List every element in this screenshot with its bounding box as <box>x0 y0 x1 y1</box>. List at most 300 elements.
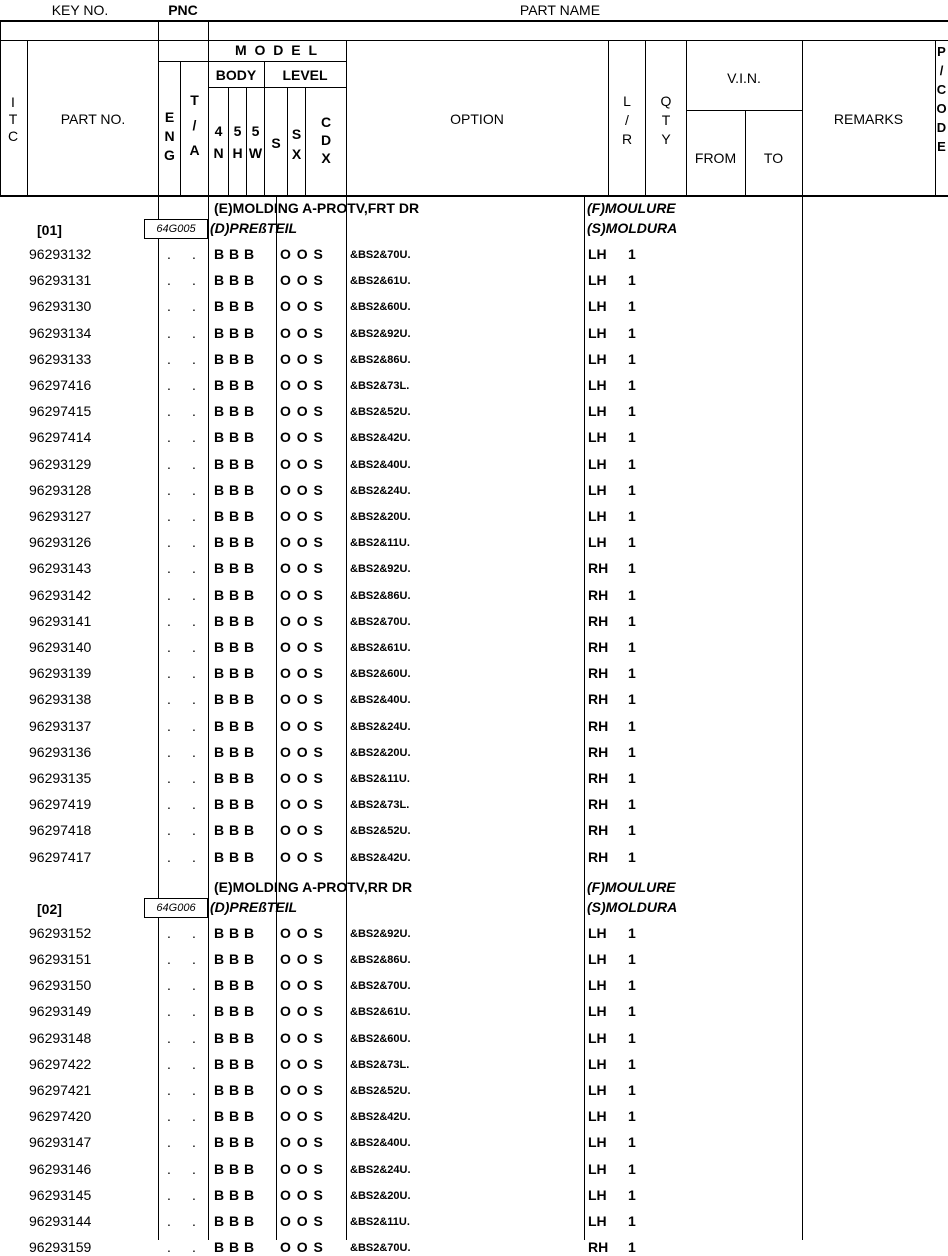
qty-value: 1 <box>628 403 636 419</box>
part-number: 96293132 <box>29 246 92 262</box>
qty-value: 1 <box>628 560 636 576</box>
part-name-english: (E)MOLDING A-PROTV,RR DR <box>214 878 413 895</box>
level-codes: O O S <box>280 246 324 262</box>
part-number: 96297419 <box>29 796 92 812</box>
lr-value: RH <box>588 1239 609 1255</box>
body-codes: B B B <box>214 246 255 262</box>
option-code: &BS2&42U. <box>350 852 411 864</box>
qty-char: T <box>661 112 671 128</box>
itc-header <box>4 94 22 145</box>
lr-value: LH <box>588 246 607 262</box>
ta-dot: . <box>192 613 196 629</box>
ta-dot: . <box>192 456 196 472</box>
level-codes: O O S <box>280 456 324 472</box>
eng-dot: . <box>167 1108 171 1124</box>
level-codes: O O S <box>280 796 324 812</box>
qty-value: 1 <box>628 691 636 707</box>
part-name-header: PART NAME <box>519 2 601 18</box>
ta-dot: . <box>192 560 196 576</box>
column-rule <box>158 197 159 1240</box>
vin-to-header: TO <box>763 150 784 166</box>
remarks-header: REMARKS <box>833 111 904 127</box>
qty-value: 1 <box>628 951 636 967</box>
eng-dot: . <box>167 325 171 341</box>
level-codes: O O S <box>280 1161 324 1177</box>
level-codes: O O S <box>280 587 324 603</box>
qty-value: 1 <box>628 482 636 498</box>
ta-dot: . <box>192 377 196 393</box>
lr-value: LH <box>588 1134 607 1150</box>
eng-dot: . <box>167 534 171 550</box>
level-codes: O O S <box>280 560 324 576</box>
option-code: &BS2&70U. <box>350 249 411 261</box>
part-name-spanish: (S)MOLDURA <box>587 220 678 236</box>
lr-value: LH <box>588 325 607 341</box>
lr-value: LH <box>588 1003 607 1019</box>
eng-dot: . <box>167 351 171 367</box>
lr-value: LH <box>588 1161 607 1177</box>
level-col-cdx <box>306 113 346 167</box>
lr-value: RH <box>588 560 609 576</box>
level-codes: O O S <box>280 272 324 288</box>
body-codes: B B B <box>214 613 255 629</box>
option-header: OPTION <box>450 111 504 127</box>
lr-value: LH <box>588 482 607 498</box>
ta-char: A <box>189 142 200 158</box>
part-number: 96297414 <box>29 429 92 445</box>
body-codes: B B B <box>214 1239 255 1255</box>
qty-value: 1 <box>628 1213 636 1229</box>
ta-dot: . <box>192 1213 196 1229</box>
ta-dot: . <box>192 1134 196 1150</box>
itc-char: I <box>11 94 15 110</box>
level-col-char: C <box>320 114 332 130</box>
part-number: 96293150 <box>29 977 92 993</box>
level-codes: O O S <box>280 377 324 393</box>
part-number: 96293130 <box>29 298 92 314</box>
level-codes: O O S <box>280 1187 324 1203</box>
lr-value: RH <box>588 613 609 629</box>
level-col-char: S <box>291 126 302 142</box>
itc-char: C <box>7 128 19 144</box>
model-header: M O D E L <box>234 42 320 58</box>
level-codes: O O S <box>280 665 324 681</box>
level-codes: O O S <box>280 1134 324 1150</box>
body-codes: B B B <box>214 1187 255 1203</box>
lr-value: RH <box>588 718 609 734</box>
ta-dot: . <box>192 744 196 760</box>
pcode-char: C <box>936 82 947 97</box>
part-name-english: (E)MOLDING A-PROTV,FRT DR <box>214 200 420 216</box>
lr-value: LH <box>588 1108 607 1124</box>
part-number: 96293129 <box>29 456 92 472</box>
part-number: 96293145 <box>29 1187 92 1203</box>
level-col-sx <box>288 124 305 164</box>
part-number: 96293139 <box>29 665 92 681</box>
rule <box>0 40 948 41</box>
qty-header <box>646 92 686 149</box>
option-code: &BS2&86U. <box>350 954 411 966</box>
qty-value: 1 <box>628 508 636 524</box>
body-col-char: 5 <box>233 123 242 139</box>
part-number: 96293143 <box>29 560 92 576</box>
option-code: &BS2&92U. <box>350 328 411 340</box>
part-number: 96293126 <box>29 534 92 550</box>
body-codes: B B B <box>214 429 255 445</box>
part-number: 96293135 <box>29 770 92 786</box>
level-codes: O O S <box>280 1003 324 1019</box>
body-codes: B B B <box>214 351 255 367</box>
level-codes: O O S <box>280 1213 324 1229</box>
qty-value: 1 <box>628 1082 636 1098</box>
body-codes: B B B <box>214 665 255 681</box>
ta-dot: . <box>192 770 196 786</box>
part-number: 96293133 <box>29 351 92 367</box>
lr-value: LH <box>588 456 607 472</box>
body-codes: B B B <box>214 534 255 550</box>
lr-value: LH <box>588 1082 607 1098</box>
lr-value: RH <box>588 691 609 707</box>
rule <box>0 20 948 22</box>
qty-value: 1 <box>628 1187 636 1203</box>
ta-dot: . <box>192 822 196 838</box>
lr-value: LH <box>588 925 607 941</box>
option-code: &BS2&61U. <box>350 1006 411 1018</box>
eng-dot: . <box>167 770 171 786</box>
part-number: 96293137 <box>29 718 92 734</box>
eng-char: N <box>164 128 175 144</box>
option-code: &BS2&92U. <box>350 928 411 940</box>
option-code: &BS2&60U. <box>350 1033 411 1045</box>
part-number: 96293159 <box>29 1239 92 1255</box>
part-number: 96293144 <box>29 1213 92 1229</box>
level-codes: O O S <box>280 403 324 419</box>
body-col-4n <box>209 120 228 164</box>
vin-from-header: FROM <box>694 150 737 166</box>
rule <box>0 20 1 197</box>
body-codes: B B B <box>214 718 255 734</box>
level-codes: O O S <box>280 951 324 967</box>
ta-dot: . <box>192 691 196 707</box>
eng-dot: . <box>167 1134 171 1150</box>
body-codes: B B B <box>214 925 255 941</box>
lr-value: RH <box>588 849 609 865</box>
level-codes: O O S <box>280 534 324 550</box>
level-codes: O O S <box>280 429 324 445</box>
eng-dot: . <box>167 508 171 524</box>
eng-dot: . <box>167 482 171 498</box>
body-codes: B B B <box>214 377 255 393</box>
eng-dot: . <box>167 665 171 681</box>
lr-char: L <box>623 93 631 109</box>
ta-dot: . <box>192 246 196 262</box>
level-col-char: X <box>321 150 331 166</box>
body-col-char: H <box>232 145 243 161</box>
body-codes: B B B <box>214 951 255 967</box>
ta-dot: . <box>192 718 196 734</box>
part-number: 96297417 <box>29 849 92 865</box>
option-code: &BS2&52U. <box>350 406 411 418</box>
qty-value: 1 <box>628 1003 636 1019</box>
part-number: 96297415 <box>29 403 92 419</box>
level-codes: O O S <box>280 351 324 367</box>
eng-dot: . <box>167 1056 171 1072</box>
key-no-header: KEY NO. <box>51 2 109 18</box>
body-codes: B B B <box>214 482 255 498</box>
part-number: 96293136 <box>29 744 92 760</box>
body-codes: B B B <box>214 1082 255 1098</box>
eng-dot: . <box>167 951 171 967</box>
level-codes: O O S <box>280 691 324 707</box>
qty-value: 1 <box>628 770 636 786</box>
column-rule <box>802 197 803 1240</box>
key-number: [01] <box>37 222 62 238</box>
level-codes: O O S <box>280 325 324 341</box>
ta-dot: . <box>192 1161 196 1177</box>
ta-dot: . <box>192 298 196 314</box>
level-codes: O O S <box>280 770 324 786</box>
pcode-char: D <box>936 120 947 135</box>
eng-dot: . <box>167 1082 171 1098</box>
qty-value: 1 <box>628 925 636 941</box>
option-code: &BS2&11U. <box>350 1216 410 1228</box>
option-code: &BS2&73L. <box>350 380 410 392</box>
level-codes: O O S <box>280 613 324 629</box>
ta-char: / <box>192 117 197 133</box>
ta-dot: . <box>192 534 196 550</box>
option-code: &BS2&11U. <box>350 773 410 785</box>
lr-value: LH <box>588 534 607 550</box>
option-code: &BS2&70U. <box>350 1242 411 1254</box>
part-number: 96297421 <box>29 1082 92 1098</box>
pcode-char: P <box>937 44 946 59</box>
lr-value: RH <box>588 587 609 603</box>
eng-dot: . <box>167 613 171 629</box>
part-number: 96293138 <box>29 691 92 707</box>
body-codes: B B B <box>214 822 255 838</box>
eng-dot: . <box>167 456 171 472</box>
qty-value: 1 <box>628 351 636 367</box>
lr-value: LH <box>588 1056 607 1072</box>
qty-value: 1 <box>628 325 636 341</box>
rule <box>686 40 687 197</box>
eng-dot: . <box>167 1239 171 1255</box>
body-codes: B B B <box>214 508 255 524</box>
column-rule <box>584 197 585 1240</box>
level-codes: O O S <box>280 1030 324 1046</box>
level-col-char: X <box>291 146 302 162</box>
level-codes: O O S <box>280 1056 324 1072</box>
part-name-german: (D)PREßTEIL <box>210 898 298 915</box>
option-code: &BS2&24U. <box>350 721 411 733</box>
qty-value: 1 <box>628 822 636 838</box>
ta-dot: . <box>192 429 196 445</box>
part-number: 96293148 <box>29 1030 92 1046</box>
qty-value: 1 <box>628 1239 636 1255</box>
lr-value: LH <box>588 429 607 445</box>
eng-dot: . <box>167 1030 171 1046</box>
level-col-char: D <box>320 132 332 148</box>
body-codes: B B B <box>214 272 255 288</box>
qty-value: 1 <box>628 977 636 993</box>
part-number: 96293147 <box>29 1134 92 1150</box>
ta-dot: . <box>192 665 196 681</box>
body-codes: B B B <box>214 298 255 314</box>
vin-header: V.I.N. <box>727 70 761 86</box>
eng-dot: . <box>167 1003 171 1019</box>
eng-dot: . <box>167 744 171 760</box>
eng-dot: . <box>167 691 171 707</box>
lr-value: LH <box>588 1187 607 1203</box>
ta-dot: . <box>192 508 196 524</box>
option-code: &BS2&40U. <box>350 459 411 471</box>
rule <box>0 195 948 197</box>
eng-header <box>159 108 180 165</box>
eng-dot: . <box>167 246 171 262</box>
ta-dot: . <box>192 325 196 341</box>
ta-dot: . <box>192 849 196 865</box>
lr-value: LH <box>588 951 607 967</box>
lr-value: LH <box>588 351 607 367</box>
body-col-char: W <box>248 145 263 161</box>
body-codes: B B B <box>214 1003 255 1019</box>
lr-value: LH <box>588 403 607 419</box>
ta-dot: . <box>192 1187 196 1203</box>
eng-dot: . <box>167 1213 171 1229</box>
option-code: &BS2&20U. <box>350 1190 411 1202</box>
ta-dot: . <box>192 925 196 941</box>
body-header: BODY <box>215 67 257 83</box>
qty-value: 1 <box>628 1030 636 1046</box>
pcode-char: E <box>937 139 946 154</box>
lr-value: LH <box>588 508 607 524</box>
eng-dot: . <box>167 925 171 941</box>
level-codes: O O S <box>280 822 324 838</box>
option-code: &BS2&86U. <box>350 590 411 602</box>
lr-value: LH <box>588 1213 607 1229</box>
option-code: &BS2&61U. <box>350 642 411 654</box>
qty-value: 1 <box>628 429 636 445</box>
ta-dot: . <box>192 403 196 419</box>
body-codes: B B B <box>214 691 255 707</box>
level-codes: O O S <box>280 849 324 865</box>
eng-dot: . <box>167 977 171 993</box>
part-number: 96293152 <box>29 925 92 941</box>
pcode-header <box>935 42 948 156</box>
pnc-code: 64G006 <box>144 898 208 918</box>
lr-header <box>609 92 645 149</box>
body-codes: B B B <box>214 639 255 655</box>
lr-value: RH <box>588 796 609 812</box>
qty-value: 1 <box>628 796 636 812</box>
option-code: &BS2&70U. <box>350 616 411 628</box>
lr-value: LH <box>588 272 607 288</box>
level-codes: O O S <box>280 977 324 993</box>
lr-value: LH <box>588 377 607 393</box>
key-number: [02] <box>37 900 62 917</box>
level-codes: O O S <box>280 1239 324 1255</box>
column-rule <box>208 197 209 1240</box>
option-code: &BS2&92U. <box>350 563 411 575</box>
ta-dot: . <box>192 482 196 498</box>
eng-dot: . <box>167 298 171 314</box>
ta-dot: . <box>192 1239 196 1255</box>
option-code: &BS2&60U. <box>350 668 411 680</box>
lr-value: RH <box>588 639 609 655</box>
option-code: &BS2&70U. <box>350 980 411 992</box>
option-code: &BS2&24U. <box>350 1164 411 1176</box>
lr-value: RH <box>588 744 609 760</box>
part-number: 96293131 <box>29 272 92 288</box>
eng-dot: . <box>167 1187 171 1203</box>
table-header <box>0 0 948 197</box>
lr-value: RH <box>588 665 609 681</box>
option-code: &BS2&52U. <box>350 1085 411 1097</box>
qty-value: 1 <box>628 456 636 472</box>
eng-dot: . <box>167 718 171 734</box>
lr-value: LH <box>588 977 607 993</box>
option-code: &BS2&11U. <box>350 537 410 549</box>
option-code: &BS2&42U. <box>350 432 411 444</box>
level-col-s: S <box>271 135 281 151</box>
part-number: 96293128 <box>29 482 92 498</box>
ta-dot: . <box>192 1108 196 1124</box>
eng-char: E <box>164 109 175 125</box>
level-header: LEVEL <box>282 67 328 83</box>
level-codes: O O S <box>280 482 324 498</box>
qty-value: 1 <box>628 246 636 262</box>
level-codes: O O S <box>280 639 324 655</box>
qty-value: 1 <box>628 377 636 393</box>
body-codes: B B B <box>214 403 255 419</box>
rule <box>686 110 802 111</box>
qty-char: Q <box>660 93 672 109</box>
part-no-header: PART NO. <box>60 111 126 127</box>
part-number: 96293134 <box>29 325 92 341</box>
body-codes: B B B <box>214 560 255 576</box>
qty-value: 1 <box>628 613 636 629</box>
level-codes: O O S <box>280 925 324 941</box>
part-number: 96293140 <box>29 639 92 655</box>
qty-value: 1 <box>628 1134 636 1150</box>
body-codes: B B B <box>214 1056 255 1072</box>
option-code: &BS2&86U. <box>350 354 411 366</box>
lr-char: / <box>625 112 629 128</box>
option-code: &BS2&20U. <box>350 747 411 759</box>
body-codes: B B B <box>214 744 255 760</box>
pnc-code: 64G005 <box>144 219 208 239</box>
column-rule <box>276 197 277 1240</box>
eng-dot: . <box>167 377 171 393</box>
eng-dot: . <box>167 560 171 576</box>
ta-dot: . <box>192 796 196 812</box>
part-number: 96293146 <box>29 1161 92 1177</box>
level-codes: O O S <box>280 1108 324 1124</box>
level-codes: O O S <box>280 744 324 760</box>
body-col-5w <box>247 120 264 164</box>
eng-dot: . <box>167 849 171 865</box>
part-name-french: (F)MOULURE <box>587 878 676 895</box>
option-code: &BS2&40U. <box>350 694 411 706</box>
eng-dot: . <box>167 822 171 838</box>
ta-header <box>181 88 208 163</box>
qty-value: 1 <box>628 272 636 288</box>
part-number: 96293142 <box>29 587 92 603</box>
qty-value: 1 <box>628 849 636 865</box>
eng-dot: . <box>167 403 171 419</box>
pnc-header: PNC <box>168 2 198 18</box>
ta-dot: . <box>192 1056 196 1072</box>
